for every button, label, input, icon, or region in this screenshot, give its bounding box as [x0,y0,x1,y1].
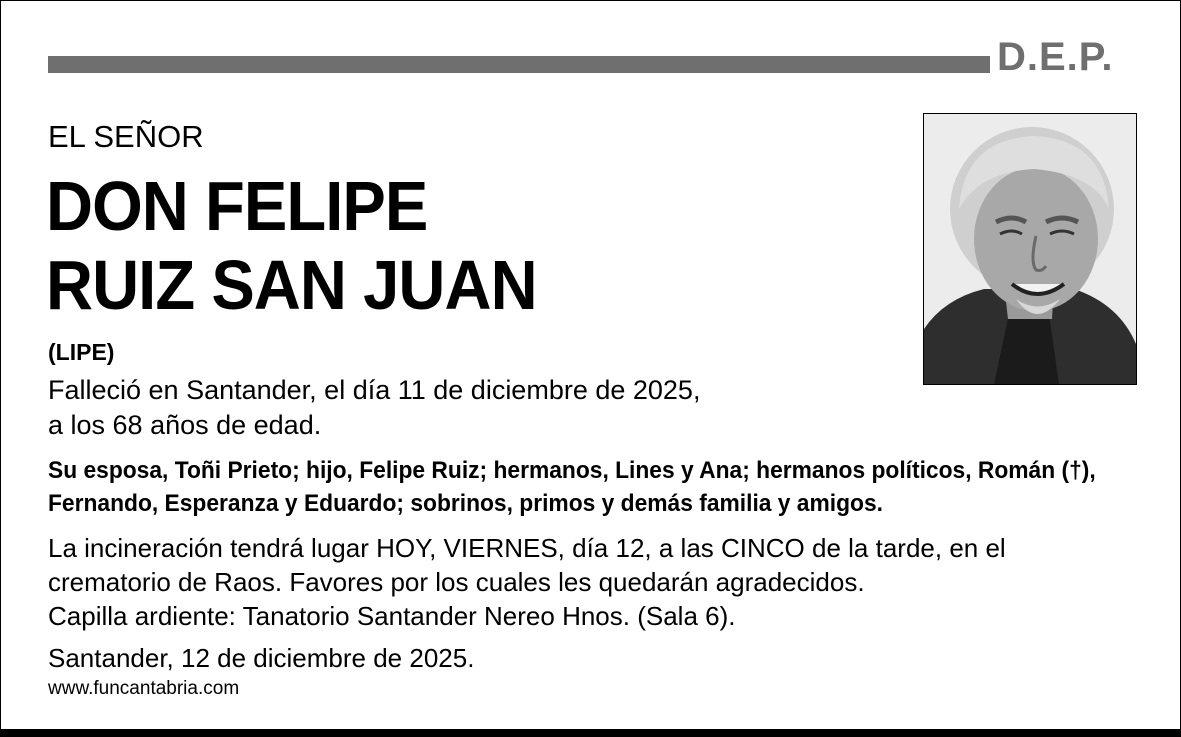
ceremony-line-2: crematorio de Raos. Favores por los cuales les quedarán agradecidos. [48,567,865,597]
website-link[interactable]: www.funcantabria.com [48,678,240,699]
header-rule [48,56,990,73]
dep-label: D.E.P. [997,35,1114,79]
family-list: Su esposa, Toñi Prieto; hijo, Felipe Ruiz; hermanos, Lines y Ana; hermanos políticos, Román (†), Fernando, Esperanza y Eduardo; sobrinos, primos y demás familia y amigos. [48,457,1096,517]
place-date: Santander, 12 de diciembre de 2025. [48,643,475,673]
death-line-1: Falleció en Santander, el día 11 de diciembre de 2025, [48,375,701,405]
ceremony-details [48,531,1148,633]
portrait-image [924,114,1136,384]
title-prefix: EL SEÑOR [48,119,204,154]
deceased-name [46,167,537,325]
name-line-2: RUIZ SAN JUAN [46,246,537,324]
death-details [48,373,868,443]
ceremony-line-3: Capilla ardiente: Tanatorio Santander Nereo Hnos. (Sala 6). [48,601,736,631]
footer-rule [1,729,1180,736]
death-line-2: a los 68 años de edad. [48,410,322,440]
name-line-1: DON FELIPE [46,167,428,245]
ceremony-line-1: La incineración tendrá lugar HOY, VIERNES, día 12, a las CINCO de la tarde, en el [48,533,1006,563]
portrait-photo [923,113,1137,385]
nickname: (LIPE) [48,339,115,365]
